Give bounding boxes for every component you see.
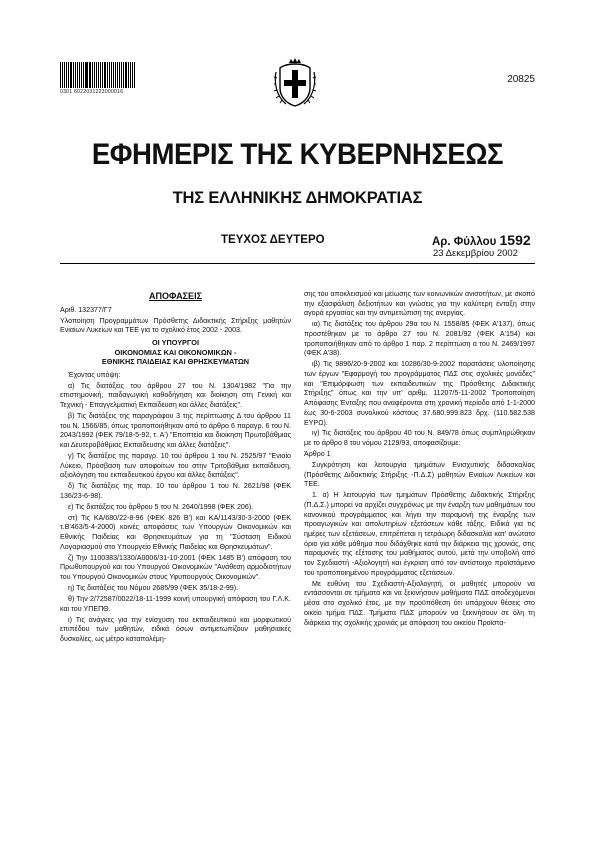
paragraph-b: β) Τις διατάξεις της παραγράφου 3 της περίπτωσης Δ του άρθρου 11 του Ν. 1566/85, όπως τροποποιήθηκαν από το άρθρο 6 παραγρ. 6 του Ν. 2043/1992 (ΦΕΚ 79/18-5-92, τ. Α') "Εποπτεία και διοίκηση Πρωτοβάθμιας και Δευτεροβάθμιας Εκπαίδευσης και άλλες διατάξεις". — [60, 411, 291, 450]
barcode-bar — [77, 62, 78, 88]
subtitle: ΤΗΣ ΕΛΛΗΝΙΚΗΣ ΔΗΜΟΚΡΑΤΙΑΣ — [172, 189, 423, 207]
intro-text: Έχοντας υπόψη: — [68, 370, 121, 379]
paragraph-i: ι) Τις ανάγκες για την ενίσχυση του εκπαιδευτικού και μορφωτικού επιπέδου των μαθητών, ειδικά όσων αντιμετωπίζουν μαθησιακές δυσκολίες, ως μέτρο καταπολέμη- — [60, 615, 291, 643]
barcode-bar — [98, 62, 99, 88]
barcode-bar — [70, 62, 72, 88]
barcode-bar — [115, 62, 116, 88]
paragraph-th: θ) Την 2/72587/0022/18-11-1999 κοινή υπουργική απόφαση του Γ.Λ.Κ. και του ΥΠΕΠΘ. — [60, 594, 291, 613]
barcode-bar — [128, 62, 129, 88]
issue-type: ΤΕΥΧΟΣ ΔΕΥΤΕΡΟ — [221, 234, 325, 246]
article-heading: Άρθρο 1 — [304, 450, 331, 458]
barcode-bar — [132, 62, 133, 88]
barcode-bar — [75, 62, 76, 88]
section-title: ΑΠΟΦΑΣΕΙΣ — [149, 291, 202, 301]
barcode-bar — [102, 62, 103, 88]
paragraph-z: ζ) Την 1100383/1330/Α0006/31-10-2001 (ΦΕΚ 1485 Β') απόφαση του Πρωθυπουργού και του Υπουργού Οικονομικών "Ανάθεση αρμοδιοτήτων του Υπουργού Οικονομικών στους Υφυπουργούς Οικονομικών". — [60, 553, 291, 582]
paragraph-d: δ) Τις διατάξεις της παρ. 10 του άρθρου 1 του Ν. 2621/98 (ΦΕΚ 136/23-6-98). — [60, 482, 291, 500]
barcode-bar — [109, 62, 110, 88]
masthead: ΕΦΗΜΕΡΙΣ ΤΗΣ ΚΥΒΕΡΝΗΣΕΩΣ — [91, 138, 504, 171]
barcode-bar — [111, 62, 112, 88]
barcode-bar — [107, 62, 108, 88]
paragraph-e: ε) Τις διατάξεις του άρθρου 5 του Ν. 2640/1998 (ΦΕΚ 206). — [68, 502, 254, 511]
greek-coat-of-arms-icon — [274, 58, 316, 108]
barcode-bar — [113, 62, 114, 88]
ministers-line-2: ΟΙΚΟΝΟΜΙΑΣ ΚΑΙ ΟΙΚΟΝΟΜΙΚΩΝ - — [114, 347, 237, 357]
barcode-bar — [121, 62, 122, 88]
barcode-bar — [92, 62, 93, 88]
article-title: Συγκρότηση και λειτουργία τμημάτων Ενισχυτικής διδασκαλίας (Πρόσθετης Διδακτικής Στήριξης -Π.Δ.Σ) μαθητών Ενιαίων Λυκείων και ΤΕΕ. — [304, 460, 535, 489]
sheet-label: Αρ. Φύλλου — [432, 236, 497, 248]
paragraph-2: Με ευθύνη του Σχεδιαστή-Αξιολογητή, οι μαθητές μπορούν να εντάσσονται σε τμήματα και να ξεκινήσουν μαθήματα ΠΔΣ αποδεχόμενοι μέσα στο σχολικό έτος, με την προϋπόθεση ότι υπάρχουν θέσεις στο οικείο τμήμα ΠΔΣ. Τμήματα ΠΔΣ μπορούν να ξεκινήσουν σε όλη τη διάρκεια της σχολικής χρονιάς με απόφαση του οικείου Προϊστα- — [304, 579, 535, 627]
page-number: 20825 — [507, 74, 535, 85]
barcode-bar — [62, 62, 63, 88]
header-rule — [60, 263, 535, 264]
decision-subject: Υλοποίηση Προγραμμάτων Πρόσθετης Διδακτικής Στήριξης μαθητών Ενιαίων Λυκείων και ΤΕΕ για το σχολικό έτος 2002 - 2003. — [60, 316, 291, 335]
barcode-bar — [104, 62, 106, 88]
barcode-bar — [81, 62, 82, 88]
paragraph-ig: ιγ) Τις διατάξεις του άρθρου 40 του Ν. 849/78 όπως συμπληρώθηκαν με το άρθρο 8 του νόμου 2129/93, αποφασίζουμε: — [304, 429, 535, 448]
barcode-bar — [73, 62, 74, 88]
paragraph-st: στ) Τις ΚΑ/680/22-8-96 (ΦΕΚ 826 Β') και ΚΑ/1143/30-3-2000 (ΦΕΚ τ.Β'463/5-4-2000) κοινές αποφάσεις των Υπουργών Οικονομικών και Εθνικής Παιδείας και Θρησκευμάτων για τη "Σύσταση Ειδικού Λογαριασμού στο Υπουργείο Εθνικής Παιδείας και Θρησκευμάτων". — [60, 513, 291, 551]
sheet-number — [432, 232, 531, 248]
paragraph-1: 1. α) Η λειτουργία των τμημάτων Πρόσθετης Διδακτικής Στήριξης (Π.Δ.Σ.) μπορεί να αρχίζει συγχρόνως με την έναρξη των μαθημάτων του κανονικού προγράμματος και λήγει την παραμονή της έναρξης των προαγωγικών και απολυτηρίων εξετάσεων κάθε τάξης. Ειδικά για τις ημέρες των εξετάσεων, επιτρέπεται η τετράωρη διδασκαλία κατ' ανώτατο όριο για κάθε μάθημα που διδάχθηκε κατά την διάρκεια της χρονιάς, στις παραμονές της εξέτασης του μαθήματος αυτού, μετά την υποβολή από τον Σχεδιαστή -Αξιολογητή και έγκριση από τον αντίστοιχο προϊστάμενο του τροποποιημένου προγράμματος εξετάσεων. — [304, 491, 535, 577]
barcode-bar — [64, 62, 65, 88]
decision-ref: Αριθ. 132377/Γ7 — [60, 305, 112, 314]
paragraph-a: α) Τις διατάξεις του άρθρου 27 του Ν. 1304/1982 "Για την επιστημονική, παιδαγωγική καθοδήγηση και διοίκηση στη Γενική και Τεχνική - Επαγγελματική Εκπαίδευση και άλλες διατάξεις". — [60, 381, 291, 410]
barcode-bar — [60, 62, 61, 88]
barcode-bar — [66, 62, 67, 88]
barcode-bar — [130, 62, 131, 88]
barcode-bar — [79, 62, 80, 88]
barcode-bar — [89, 62, 90, 88]
barcode-bar — [94, 62, 95, 88]
barcode-bar — [96, 62, 97, 88]
barcode-bar — [68, 62, 69, 88]
paragraph-continued: σης του αποκλεισμού και μείωσης των κοινωνικών ανισοτήτων, με σκοπό την εξασφάλιση δεξιοτήτων και γνώσεις για την καλύτερη ένταξη στην αγορά εργασίας και την αντιμετώπιση της ανεργίας. — [304, 290, 535, 318]
paragraph-h: η) Τις διατάξεις του Νόμου 2685/99 (ΦΕΚ 35/18-2-99). — [68, 584, 239, 593]
barcode-bar — [123, 62, 124, 88]
right-column — [304, 290, 535, 629]
barcode-bar — [119, 62, 120, 88]
ministers-heading — [60, 338, 291, 367]
barcode-bar — [83, 62, 84, 88]
barcode-bar — [134, 62, 135, 88]
barcode-number: 0301 6022031223000016 — [60, 89, 124, 95]
barcode-bar — [117, 62, 118, 88]
paragraph-c: γ) Τις διατάξεις της παραγρ. 10 του άρθρου 1 του Ν. 2525/97 "Ενιαίο Λύκειο, Πρόσβαση των αποφοίτων του στην Τριτοβάθμια εκπαίδευση, αξιολόγηση του εκπαιδευτικού έργου και άλλες διατάξεις". — [60, 451, 291, 480]
ministers-line-3: ΕΘΝΙΚΗΣ ΠΑΙΔΕΙΑΣ ΚΑΙ ΘΡΗΣΚΕΥΜΑΤΩΝ — [101, 357, 250, 367]
barcode-bar — [100, 62, 101, 88]
left-column — [60, 292, 291, 646]
sheet-value: 1592 — [499, 232, 531, 248]
barcode-bar — [90, 62, 91, 88]
ministers-line-1: ΟΙ ΥΠΟΥΡΓΟΙ — [151, 338, 200, 347]
issue-date: 23 Δεκεμβρίου 2002 — [433, 248, 518, 259]
barcode — [60, 62, 135, 88]
paragraph-ia: ια) Τις διατάξεις του άρθρου 29α του Ν. 1558/85 (ΦΕΚ Α'137), όπως προστέθηκαν με το άρθρο 27 του Ν. 2081/92 (ΦΕΚ Α'154) και τροποποιήθηκαν από το άρθρο 1 παρ. 2 περίπτωση α του Ν. 2469/1997 (ΦΕΚ Α'38). — [304, 320, 535, 358]
paragraph-ib: ιβ) Τις 9896/20-9-2002 και 10286/30-9-2002 παρατάσεις υλοποίησης των έργων "Εφαρμογή του προγράμματος ΠΔΣ στις σχολικές μονάδες" και "Επιμόρφωση των εκπαιδευτικών της Πρόσθετης Διδακτικής Στήριξης" όπως και την υπ' αριθμ. 11207/5-11-2002 Τροποποίηση Απόφασης Ένταξης που αναφέρονται στη χρονική περίοδο από 1-1-2000 έως 30-6-2003 συνολικού κόστους 37.680.999.823 δρχ. (110.582.538 ΕΥΡΩ). — [304, 360, 535, 427]
barcode-bar — [85, 62, 87, 88]
barcode-bar — [125, 62, 127, 88]
